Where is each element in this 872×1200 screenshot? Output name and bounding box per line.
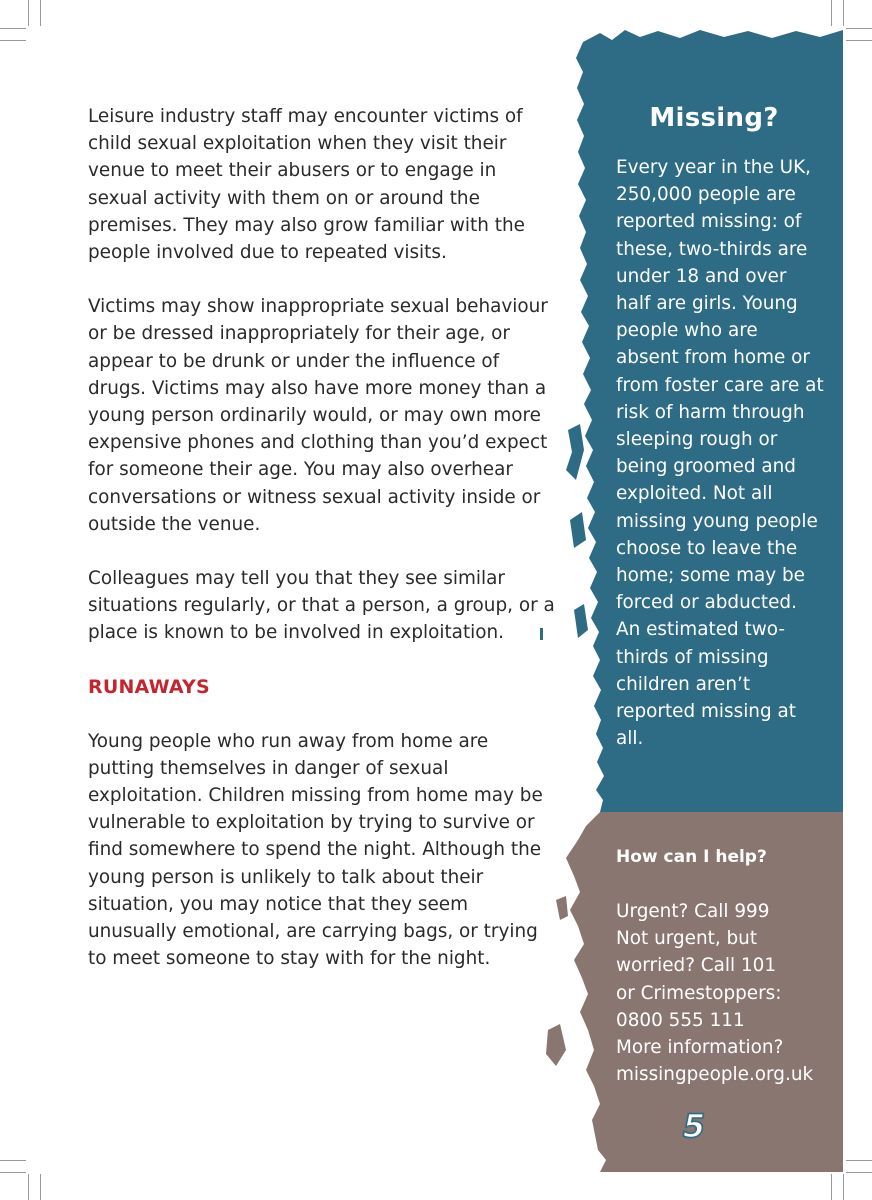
sidebar-teal-splash [570, 512, 586, 548]
help-contact-list [616, 898, 836, 1088]
sidebar-edge-mark [594, 270, 597, 280]
help-line: Not urgent, but [616, 928, 758, 950]
help-line: Urgent? Call 999 [616, 901, 770, 922]
sidebar-title: Missing? [649, 103, 779, 133]
sidebar-teal-splash [574, 604, 588, 638]
sidebar-taupe-splash [546, 1024, 566, 1066]
sidebar-missing-text: Every year in the UK, 250,000 people are reported missing: of these, two-thirds are under 18 and over half are girls. Young people who are absent from home or from foster care are at risk of harm through sleeping rough or being groomed and exploited. Not all missing young people choose to leave the home; some may be forced or abducted. An estimated two-thirds of missing children aren’t reported missing at all. [616, 157, 824, 750]
paragraph-leisure-staff: Leisure industry staff may encounter victims of child sexual exploitation when they visit their venue to meet their abusers or to engage in sexual activity with them on or around the premises. They may also grow familiar with the people involved due to repeated visits. [88, 106, 525, 264]
page-number: 5 [682, 1107, 706, 1145]
help-line-website: missingpeople.org.uk [616, 1064, 814, 1086]
help-line: or Crimestoppers: [616, 982, 782, 1004]
paragraph-colleagues: Colleagues may tell you that they see similar situations regularly, or that a person, a group, or a place is known to be involved in exploitation. [88, 568, 555, 644]
runaways-heading: RUNAWAYS [88, 675, 210, 698]
paragraph-runaways: Young people who run away from home are putting themselves in danger of sexual exploitation. Children missing from home may be vulnerable to exploitation by trying to survive or find somewhere to spend the night. Although the young person is unlikely to talk about their situation, you may notice that they seem unusually emotional, are carrying bags, or trying to meet someone to stay with for the night. [88, 730, 543, 970]
paragraph-victim-signs: Victims may show inappropriate sexual behaviour or be dressed inappropriately for their age, or appear to be drunk or under the influence of drugs. Victims may also have more money than a young person ordinarily would, or may own more expensive phones and clothing than you’d expect for someone their age. You may also overhear conversations or witness sexual activity inside or outside the venue. [88, 296, 548, 535]
sidebar-teal-splash [566, 424, 584, 480]
help-heading: How can I help? [616, 847, 767, 867]
help-line: worried? Call 101 [616, 955, 777, 977]
main-content [88, 103, 558, 999]
help-line: More information? [616, 1037, 784, 1059]
help-line: 0800 555 111 [616, 1009, 745, 1031]
